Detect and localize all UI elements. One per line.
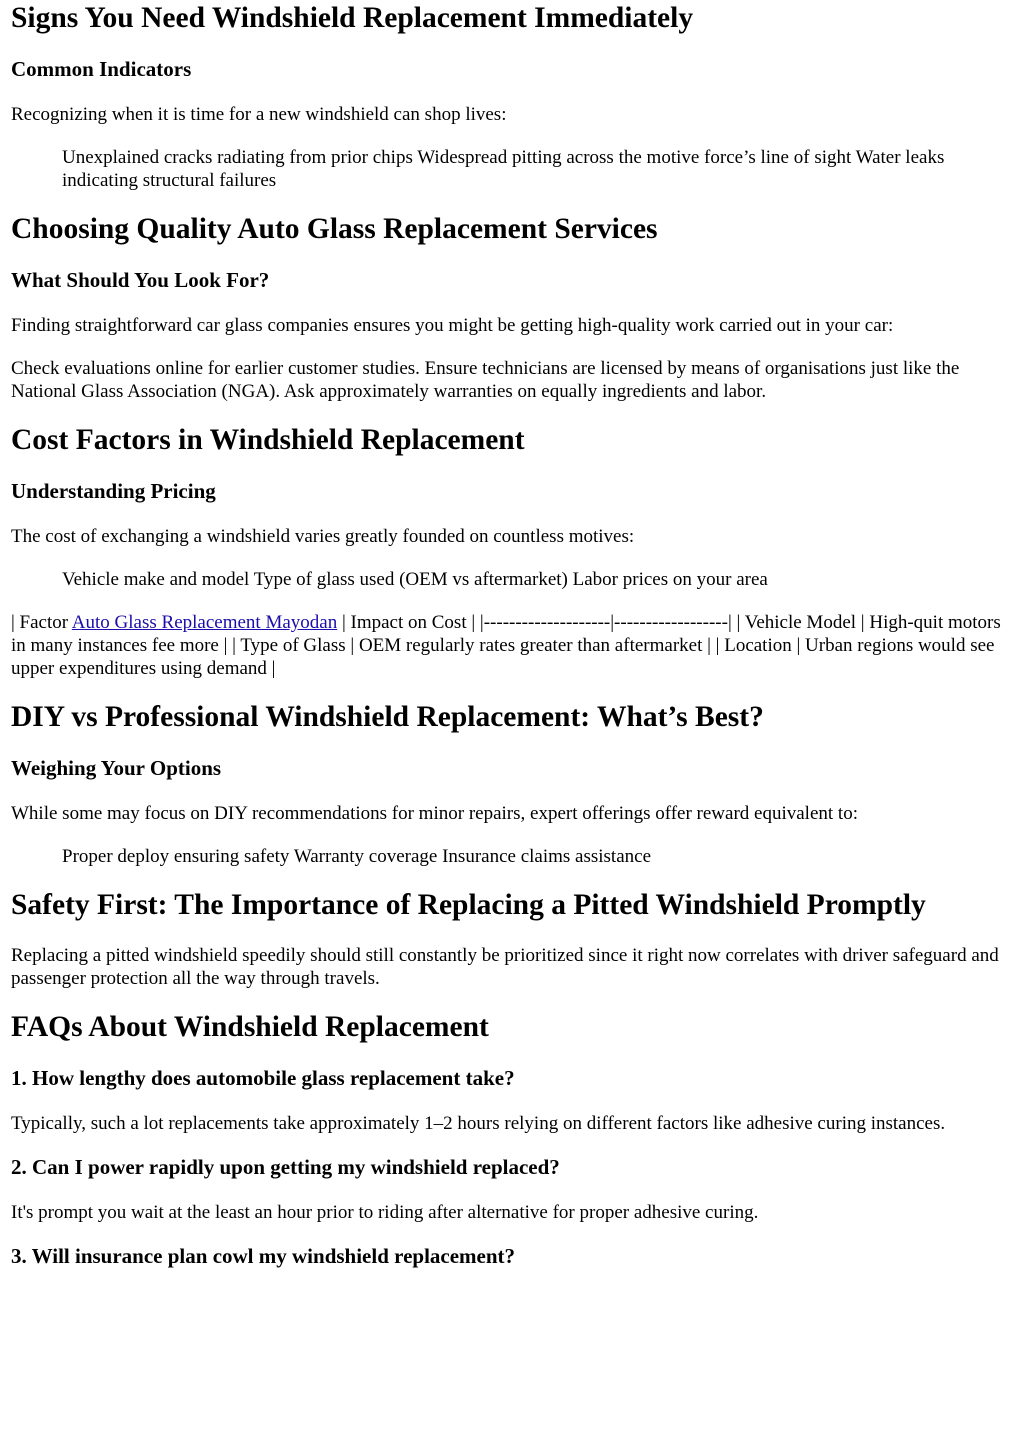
cost-table-prefix: | Factor bbox=[11, 612, 72, 633]
signs-list: Unexplained cracks radiating from prior chips Widespread pitting across the motive force’s line of sight Water leaks indicating structural failures bbox=[62, 147, 945, 191]
faq-answer: It's prompt you wait at the least an hour prior to riding after alternative for proper adhesive curing. bbox=[11, 1202, 759, 1223]
diy-subheading: Weighing Your Options bbox=[11, 756, 222, 780]
cost-subheading: Understanding Pricing bbox=[11, 479, 216, 503]
faq-question: 2. Can I power rapidly upon getting my windshield replaced? bbox=[11, 1155, 560, 1179]
diy-heading: DIY vs Professional Windshield Replacement: What’s Best? bbox=[11, 701, 764, 733]
cost-list: Vehicle make and model Type of glass used (OEM vs aftermarket) Labor prices on your area bbox=[62, 569, 768, 590]
signs-intro: Recognizing when it is time for a new windshield can shop lives: bbox=[11, 104, 507, 125]
faq-question: 3. Will insurance plan cowl my windshield replacement? bbox=[11, 1244, 516, 1268]
quality-heading: Choosing Quality Auto Glass Replacement Services bbox=[11, 213, 658, 245]
cost-table-suffix: | Impact on Cost | |--------------------|------------------| | Vehicle Model | High-quit motors in many instances fee more | | Type of Glass | OEM regularly rates greater than aftermarket | | Location | Urban regions would see upper expenditures using demand | bbox=[11, 612, 1001, 679]
article bbox=[0, 1, 1024, 1268]
faq-question: 1. How lengthy does automobile glass replacement take? bbox=[11, 1066, 515, 1090]
auto-glass-replacement-link[interactable]: Auto Glass Replacement Mayodan bbox=[71, 612, 338, 633]
safety-body: Replacing a pitted windshield speedily should still constantly be prioritized since it right now correlates with driver safeguard and passenger protection all the way through travels. bbox=[11, 945, 999, 989]
diy-list: Proper deploy ensuring safety Warranty coverage Insurance claims assistance bbox=[62, 846, 652, 867]
signs-subheading: Common Indicators bbox=[11, 57, 192, 81]
safety-heading: Safety First: The Importance of Replacing a Pitted Windshield Promptly bbox=[11, 889, 926, 921]
cost-heading: Cost Factors in Windshield Replacement bbox=[11, 424, 525, 456]
signs-heading: Signs You Need Windshield Replacement Immediately bbox=[11, 2, 694, 34]
faq-answer: Typically, such a lot replacements take approximately 1–2 hours relying on different factors like adhesive curing instances. bbox=[11, 1113, 946, 1134]
quality-body: Check evaluations online for earlier customer studies. Ensure technicians are licensed by means of organisations just like the National Glass Association (NGA). Ask approximately warranties on equally ingredients and labor. bbox=[11, 358, 960, 402]
quality-subheading: What Should You Look For? bbox=[11, 268, 270, 292]
cost-intro: The cost of exchanging a windshield varies greatly founded on countless motives: bbox=[11, 526, 635, 547]
quality-intro: Finding straightforward car glass companies ensures you might be getting high-quality work carried out in your car: bbox=[11, 315, 894, 336]
faqs-heading: FAQs About Windshield Replacement bbox=[11, 1011, 489, 1043]
cost-table-text bbox=[11, 611, 1013, 680]
diy-intro: While some may focus on DIY recommendations for minor repairs, expert offerings offer reward equivalent to: bbox=[11, 803, 858, 824]
